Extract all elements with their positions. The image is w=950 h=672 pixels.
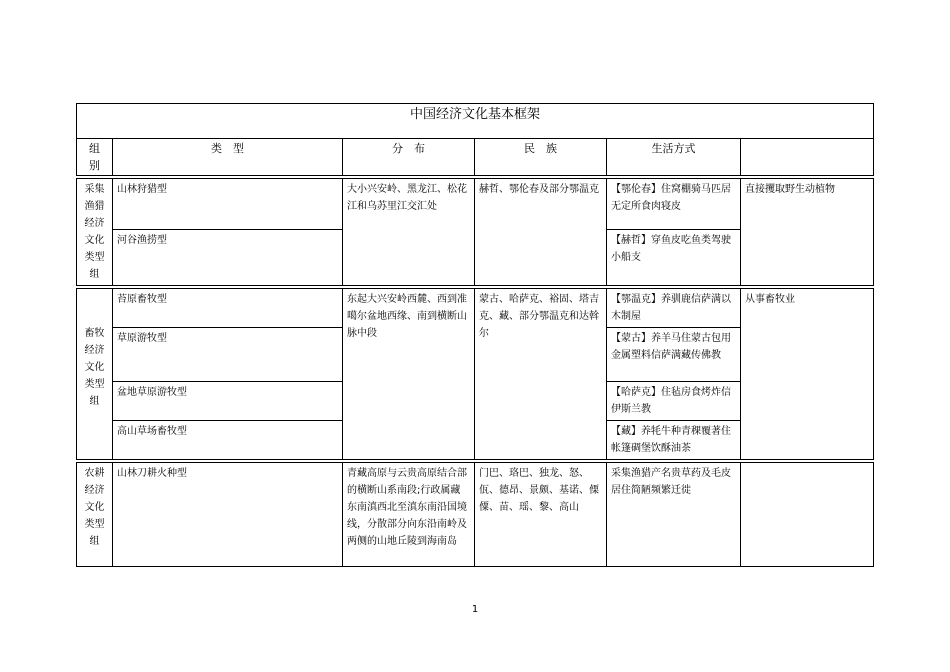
type-cell: 山林狩猎型: [113, 177, 343, 229]
lifestyle-cell: 【鄂温克】养驯鹿信萨满以木制屋: [607, 287, 741, 328]
note-cell: [741, 461, 874, 566]
header-type: 类 型: [113, 139, 343, 178]
lifestyle-cell: 【鄂伦春】住窝棚骑马匹居无定所食肉寝皮: [607, 177, 741, 229]
type-cell: 草原游牧型: [113, 328, 343, 382]
lifestyle-cell: 采集渔猎产名贵草药及毛皮居住简陋频繁迁徙: [607, 461, 741, 566]
header-group: 组 别: [77, 139, 113, 178]
note-cell: 直接攫取野生动植物: [741, 177, 874, 287]
lifestyle-cell: 【赫哲】穿鱼皮吃鱼类驾驶小船支: [607, 229, 741, 287]
header-lifestyle: 生活方式: [607, 139, 741, 178]
page-number: 1: [471, 604, 479, 615]
type-cell: 盆地草原游牧型: [113, 382, 343, 421]
group-name-farming: 农耕 经济 文化 类型 组: [77, 461, 113, 566]
header-distribution: 分 布: [343, 139, 475, 178]
lifestyle-cell: 【蒙古】养羊马住蒙古包用金属塑料信萨满藏传佛教: [607, 328, 741, 382]
type-cell: 河谷渔捞型: [113, 229, 343, 287]
lifestyle-cell: 【哈萨克】住毡房食烤炸信伊斯兰教: [607, 382, 741, 421]
distribution-cell: 青藏高原与云贵高原结合部的横断山系南段;行政属藏东南滇西北至滇东南沿国境线，分散部分向东沿南岭及两侧的山地丘陵到海南岛: [343, 461, 475, 566]
note-cell: 从事畜牧业: [741, 287, 874, 461]
table-title: 中国经济文化基本框架: [77, 104, 874, 139]
header-extra: [741, 139, 874, 178]
distribution-cell: 东起大兴安岭西麓、西到准噶尔盆地西缘、南到横断山脉中段: [343, 287, 475, 461]
type-cell: 高山草场畜牧型: [113, 421, 343, 462]
type-cell: 苔原畜牧型: [113, 287, 343, 328]
framework-table: [76, 103, 874, 567]
group-name-pastoral: 畜牧 经济 文化 类型 组: [77, 287, 113, 461]
type-cell: 山林刀耕火种型: [113, 461, 343, 566]
ethnic-cell: 赫哲、鄂伦春及部分鄂温克: [475, 177, 607, 287]
ethnic-cell: 蒙古、哈萨克、裕固、塔吉克、藏、部分鄂温克和达斡尔: [475, 287, 607, 461]
distribution-cell: 大小兴安岭、黑龙江、松花江和乌苏里江交汇处: [343, 177, 475, 287]
ethnic-cell: 门巴、珞巴、独龙、怒、佤、德昂、景颇、基诺、傈僳、苗、瑶、黎、高山: [475, 461, 607, 566]
group-name-hunting: 采集 渔猎 经济 文化 类型 组: [77, 177, 113, 287]
lifestyle-cell: 【藏】养牦牛种青稞覆著住帐篷碉堡饮酥油茶: [607, 421, 741, 462]
header-ethnic: 民 族: [475, 139, 607, 178]
